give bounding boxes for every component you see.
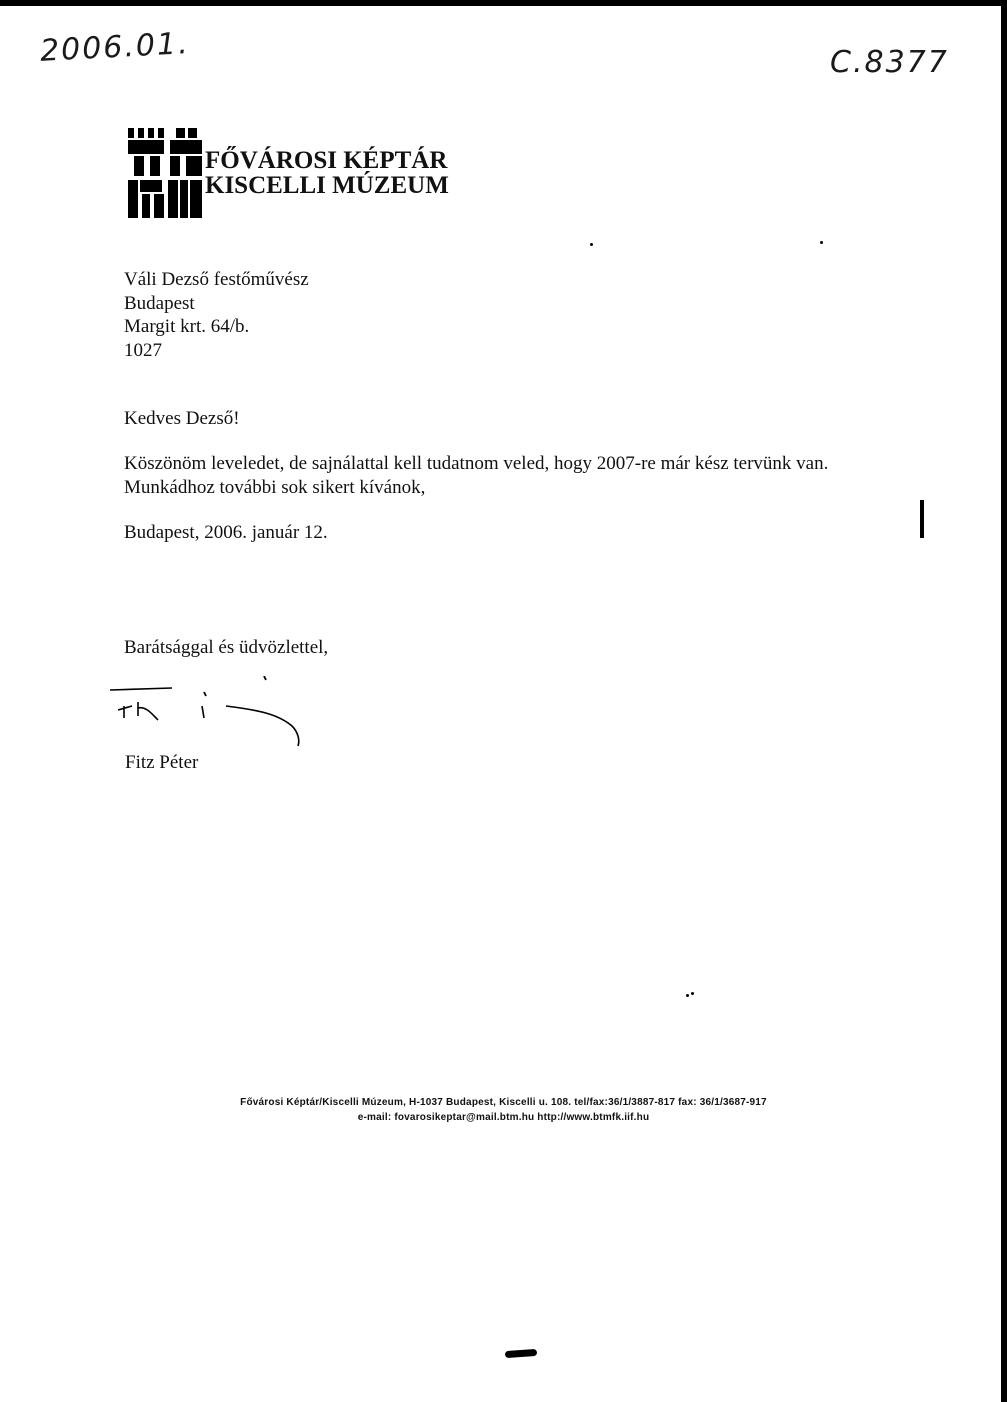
scan-speck (686, 994, 689, 997)
scan-border-right (1001, 0, 1007, 1402)
scan-speck (590, 243, 593, 246)
recipient-address (124, 268, 309, 362)
museum-logo-icon (128, 128, 206, 218)
letter-body-line-1: Köszönöm leveledet, de sajnálattal kell tudatnom veled, hogy 2007-re már kész tervünk van. (124, 453, 829, 474)
recipient-street: Margit krt. 64/b. (124, 316, 250, 337)
letterhead-line-1: FŐVÁROSI KÉPTÁR (205, 147, 448, 174)
letter-body (124, 452, 828, 499)
letter-greeting: Kedves Dezső! (124, 408, 240, 429)
letter-footer (0, 1095, 1007, 1125)
scan-margin-mark (920, 500, 924, 538)
handwritten-reference-number: C.8377 (830, 45, 949, 80)
letter-signer: Fitz Péter (125, 752, 199, 773)
letter-body-line-2: Munkádhoz további sok sikert kívánok, (124, 476, 426, 498)
handwritten-signature (108, 676, 308, 756)
letter-place-date: Budapest, 2006. január 12. (124, 522, 328, 543)
letterhead-title (205, 148, 449, 198)
recipient-postal-code: 1027 (124, 339, 162, 361)
footer-address-line: Fővárosi Képtár/Kiscelli Múzeum, H-1037 Budapest, Kiscelli u. 108. tel/fax:36/1/3887-817 fax: 36/1/3687-917 (240, 1097, 767, 1108)
scan-speck (691, 992, 694, 995)
letter-closing: Barátsággal és üdvözlettel, (124, 637, 329, 658)
handwritten-date-note: 2006.01. (39, 26, 191, 69)
letterhead-line-2: KISCELLI MÚZEUM (205, 172, 449, 199)
scan-speck (820, 241, 823, 244)
footer-contact-line: e-mail: fovarosikeptar@mail.btm.hu http://www.btmfk.iif.hu (357, 1112, 650, 1123)
recipient-name: Váli Dezső festőművész (124, 269, 309, 290)
scan-smudge (505, 1349, 537, 1358)
scan-border-top (0, 0, 1007, 6)
recipient-city: Budapest (124, 292, 195, 314)
